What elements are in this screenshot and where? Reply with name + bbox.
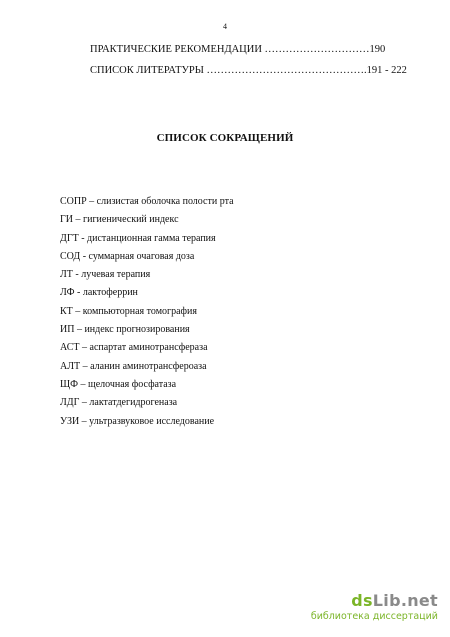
abbreviation-item: СОПР – слизистая оболочка полости рта	[60, 196, 234, 207]
abbreviation-item: ДГТ - дистанционная гамма терапия	[60, 232, 216, 244]
abbreviation-item: ГИ – гигиенический индекс	[60, 214, 179, 226]
abbreviation-item: ЛТ - лучевая терапия	[60, 269, 151, 281]
dslib-logo-ds: ds	[351, 591, 373, 610]
dslib-logo[interactable]	[311, 592, 438, 610]
abbreviation-item: СОД - суммарная очаговая доза	[60, 250, 195, 262]
toc-entry-references: СПИСОК ЛИТЕРАТУРЫ ……………………………………….191 - 222	[90, 65, 407, 76]
abbreviation-item: КТ – компьюторная томография	[60, 305, 197, 317]
abbreviation-item: ЛФ - лактоферрин	[60, 287, 138, 299]
abbreviation-item: ЩФ – щелочная фосфатаза	[60, 378, 177, 390]
section-heading: СПИСОК СОКРАЩЕНИЙ	[156, 132, 294, 144]
page-number: 4	[223, 22, 227, 31]
abbreviation-item: АСТ – аспартат аминотрансфераза	[60, 342, 208, 354]
table-of-contents	[90, 43, 430, 85]
dslib-tagline: библиотека диссертаций	[310, 611, 438, 622]
toc-entry-recommendations: ПРАКТИЧЕСКИЕ РЕКОМЕНДАЦИИ …………………………190	[90, 44, 386, 55]
abbreviation-item: АЛТ – аланин аминотрансфероаза	[60, 360, 207, 372]
abbreviation-list	[60, 196, 420, 434]
dslib-logo-lib: Lib.net	[372, 591, 438, 610]
abbreviation-item: ИП – индекс прогнозирования	[60, 324, 190, 336]
abbreviation-item: ЛДГ – лактатдегидрогеназа	[60, 397, 178, 409]
dslib-watermark[interactable]	[311, 592, 438, 623]
abbreviation-item: УЗИ – ультразвуковое исследование	[60, 415, 215, 427]
